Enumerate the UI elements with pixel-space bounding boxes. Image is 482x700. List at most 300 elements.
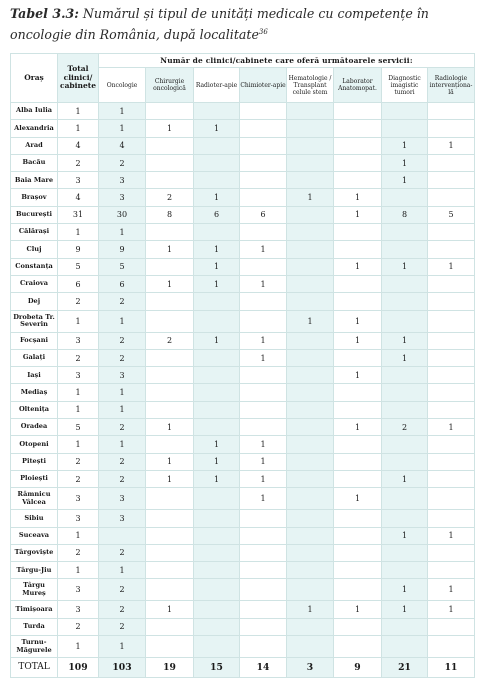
row-value [382, 488, 428, 510]
row-value: 5 [99, 258, 146, 275]
row-total: 2 [58, 544, 99, 561]
header-service: Chimioter-apie [240, 68, 287, 103]
row-value [334, 241, 382, 258]
row-value: 1 [334, 488, 382, 510]
row-total: 4 [58, 189, 99, 206]
row-city: Alba Iulia [11, 103, 58, 120]
row-value [382, 367, 428, 384]
row-value [146, 349, 194, 366]
row-value [428, 636, 475, 658]
row-value [334, 401, 382, 418]
row-total: 1 [58, 224, 99, 241]
row-value [428, 618, 475, 635]
row-value: 1 [240, 488, 287, 510]
row-value [382, 453, 428, 470]
row-value [428, 241, 475, 258]
row-value [334, 527, 382, 544]
row-value [240, 258, 287, 275]
table-row [11, 206, 475, 223]
row-value: 1 [240, 241, 287, 258]
row-city: Târgoviște [11, 544, 58, 561]
row-value: 3 [99, 172, 146, 189]
row-value [334, 579, 382, 601]
row-value: 2 [99, 579, 146, 601]
row-value [287, 367, 334, 384]
row-value: 6 [194, 206, 240, 223]
row-value: 1 [194, 436, 240, 453]
row-value [194, 154, 240, 171]
row-value [428, 120, 475, 137]
row-value: 3 [99, 488, 146, 510]
row-value [240, 310, 287, 332]
row-value: 1 [382, 470, 428, 487]
row-value [428, 332, 475, 349]
total-value: 11 [428, 658, 475, 678]
row-value [240, 137, 287, 154]
table-row [11, 419, 475, 436]
table-row [11, 258, 475, 275]
total-value: 3 [287, 658, 334, 678]
row-value: 2 [99, 601, 146, 618]
row-value [428, 384, 475, 401]
row-value: 1 [146, 419, 194, 436]
row-value [240, 562, 287, 579]
row-value: 1 [240, 275, 287, 292]
row-value: 1 [334, 332, 382, 349]
row-value [428, 349, 475, 366]
row-value [334, 154, 382, 171]
table-row [11, 601, 475, 618]
row-value: 1 [194, 275, 240, 292]
row-value [240, 120, 287, 137]
row-value [334, 349, 382, 366]
row-city: Oltenița [11, 401, 58, 418]
total-value: 15 [194, 658, 240, 678]
total-value: 19 [146, 658, 194, 678]
row-value [428, 544, 475, 561]
table-title [10, 4, 476, 44]
row-value [428, 436, 475, 453]
row-value [194, 384, 240, 401]
row-value [428, 224, 475, 241]
row-value: 1 [194, 241, 240, 258]
total-row [11, 658, 475, 678]
row-value [240, 401, 287, 418]
table-row [11, 293, 475, 310]
row-value: 1 [334, 258, 382, 275]
total-value: 21 [382, 658, 428, 678]
row-city: Călărași [11, 224, 58, 241]
row-value [146, 510, 194, 527]
row-value: 1 [287, 189, 334, 206]
row-value: 1 [99, 562, 146, 579]
row-city: Turnu-Măgurele [11, 636, 58, 658]
row-total: 1 [58, 310, 99, 332]
row-value: 1 [146, 453, 194, 470]
row-value: 1 [194, 258, 240, 275]
row-value [146, 367, 194, 384]
table-body [11, 54, 475, 678]
total-value: 109 [58, 658, 99, 678]
row-value: 1 [99, 120, 146, 137]
table-row [11, 436, 475, 453]
row-total: 2 [58, 453, 99, 470]
row-city: Pitești [11, 453, 58, 470]
row-value: 1 [146, 601, 194, 618]
row-value [428, 275, 475, 292]
row-value: 8 [382, 206, 428, 223]
row-value [194, 510, 240, 527]
row-total: 1 [58, 562, 99, 579]
row-value [194, 579, 240, 601]
row-value [194, 401, 240, 418]
row-value: 1 [240, 349, 287, 366]
row-value: 1 [99, 310, 146, 332]
table-row [11, 510, 475, 527]
row-value [428, 293, 475, 310]
row-value: 1 [382, 332, 428, 349]
row-value [334, 618, 382, 635]
row-value: 2 [146, 332, 194, 349]
row-value [146, 384, 194, 401]
row-city: Ploiești [11, 470, 58, 487]
row-city: Focșani [11, 332, 58, 349]
row-value [287, 206, 334, 223]
table-row [11, 224, 475, 241]
row-value: 1 [146, 275, 194, 292]
row-value [382, 241, 428, 258]
row-value [382, 618, 428, 635]
row-value [240, 544, 287, 561]
row-value [334, 103, 382, 120]
row-value [287, 258, 334, 275]
row-value [382, 310, 428, 332]
row-value [240, 527, 287, 544]
row-value [428, 562, 475, 579]
row-value [194, 103, 240, 120]
row-value: 1 [382, 527, 428, 544]
row-value [382, 436, 428, 453]
row-value [240, 293, 287, 310]
table-row [11, 562, 475, 579]
row-value: 1 [240, 453, 287, 470]
row-city: Alexandria [11, 120, 58, 137]
total-label: TOTAL [11, 658, 58, 678]
row-value [334, 120, 382, 137]
row-value [428, 453, 475, 470]
row-city: Dej [11, 293, 58, 310]
row-value [382, 384, 428, 401]
row-value [287, 419, 334, 436]
row-value: 1 [382, 137, 428, 154]
row-total: 3 [58, 510, 99, 527]
row-value [382, 189, 428, 206]
row-value [287, 453, 334, 470]
row-value [334, 436, 382, 453]
row-value [428, 470, 475, 487]
row-total: 1 [58, 527, 99, 544]
row-value [146, 562, 194, 579]
row-total: 2 [58, 154, 99, 171]
row-value [240, 636, 287, 658]
row-value [428, 401, 475, 418]
header-service: Chirurgie oncologică [146, 68, 194, 103]
row-city: Arad [11, 137, 58, 154]
row-total: 1 [58, 384, 99, 401]
row-value [194, 367, 240, 384]
row-value [428, 172, 475, 189]
table-row [11, 453, 475, 470]
row-value [194, 419, 240, 436]
table-row [11, 189, 475, 206]
row-value: 1 [240, 470, 287, 487]
row-value [334, 470, 382, 487]
row-value [146, 310, 194, 332]
row-city: Otopeni [11, 436, 58, 453]
row-value [287, 103, 334, 120]
row-value [194, 601, 240, 618]
row-value: 3 [99, 189, 146, 206]
table-row [11, 310, 475, 332]
row-value [194, 618, 240, 635]
row-value: 1 [382, 172, 428, 189]
row-value: 1 [287, 310, 334, 332]
row-value [146, 488, 194, 510]
row-value [240, 579, 287, 601]
row-value: 1 [194, 332, 240, 349]
header-service: Radioter-apie [194, 68, 240, 103]
row-value: 1 [99, 103, 146, 120]
table-row [11, 137, 475, 154]
table-row [11, 349, 475, 366]
row-city: Constanța [11, 258, 58, 275]
row-value: 1 [146, 470, 194, 487]
table-row [11, 579, 475, 601]
row-total: 2 [58, 618, 99, 635]
row-value [382, 103, 428, 120]
row-total: 1 [58, 436, 99, 453]
row-value [287, 137, 334, 154]
row-city: Galați [11, 349, 58, 366]
row-total: 3 [58, 488, 99, 510]
row-city: Timișoara [11, 601, 58, 618]
row-city: Drobeta Tr. Severin [11, 310, 58, 332]
row-total: 1 [58, 636, 99, 658]
row-value [287, 436, 334, 453]
row-value: 1 [99, 384, 146, 401]
row-value [287, 562, 334, 579]
row-value: 2 [146, 189, 194, 206]
oncology-units-table [10, 53, 475, 678]
row-value: 1 [194, 189, 240, 206]
row-value: 2 [99, 332, 146, 349]
row-value [334, 453, 382, 470]
row-value [287, 224, 334, 241]
table-row [11, 384, 475, 401]
header-service: Laborator Anatomopat. [334, 68, 382, 103]
row-value [146, 436, 194, 453]
row-city: Oradea [11, 419, 58, 436]
row-value: 1 [428, 579, 475, 601]
row-city: Suceava [11, 527, 58, 544]
row-total: 2 [58, 293, 99, 310]
table-row [11, 154, 475, 171]
row-total: 31 [58, 206, 99, 223]
row-city: Craiova [11, 275, 58, 292]
row-value: 1 [99, 401, 146, 418]
row-value [382, 544, 428, 561]
row-value [334, 562, 382, 579]
row-value: 1 [99, 636, 146, 658]
row-total: 1 [58, 103, 99, 120]
row-value: 1 [240, 332, 287, 349]
row-value: 1 [146, 120, 194, 137]
row-value [146, 544, 194, 561]
row-value: 1 [334, 419, 382, 436]
total-value: 103 [99, 658, 146, 678]
row-value: 1 [382, 579, 428, 601]
table-row [11, 172, 475, 189]
row-total: 2 [58, 470, 99, 487]
row-value: 6 [240, 206, 287, 223]
row-value: 1 [240, 436, 287, 453]
row-value [287, 293, 334, 310]
row-value [382, 401, 428, 418]
row-value [194, 349, 240, 366]
row-value [194, 172, 240, 189]
footnote-marker: 36 [258, 28, 268, 36]
row-value [194, 544, 240, 561]
row-value [240, 224, 287, 241]
row-value [146, 579, 194, 601]
row-total: 3 [58, 601, 99, 618]
row-value [146, 172, 194, 189]
row-city: București [11, 206, 58, 223]
header-service: Hematologie / Transplant celule stem [287, 68, 334, 103]
row-value [146, 293, 194, 310]
row-value: 2 [99, 293, 146, 310]
total-value: 14 [240, 658, 287, 678]
row-value: 1 [334, 206, 382, 223]
row-value [240, 618, 287, 635]
row-total: 3 [58, 172, 99, 189]
row-value: 4 [99, 137, 146, 154]
header-row-group [11, 54, 475, 68]
row-value [428, 310, 475, 332]
row-value: 1 [382, 349, 428, 366]
row-value [382, 562, 428, 579]
row-value [146, 401, 194, 418]
row-city: Brașov [11, 189, 58, 206]
row-total: 9 [58, 241, 99, 258]
row-value: 9 [99, 241, 146, 258]
row-value: 1 [428, 137, 475, 154]
row-value [194, 293, 240, 310]
row-value: 1 [194, 120, 240, 137]
row-value [146, 137, 194, 154]
row-value [287, 527, 334, 544]
row-city: Târgu-Jiu [11, 562, 58, 579]
row-value [287, 172, 334, 189]
row-value [146, 636, 194, 658]
header-service: Oncologie [99, 68, 146, 103]
row-value [287, 510, 334, 527]
row-city: Turda [11, 618, 58, 635]
row-value: 1 [382, 258, 428, 275]
table-row [11, 636, 475, 658]
row-city: Iași [11, 367, 58, 384]
row-value: 1 [428, 258, 475, 275]
row-city: Râmnicu Vâlcea [11, 488, 58, 510]
row-value: 2 [99, 419, 146, 436]
row-value [287, 275, 334, 292]
row-value [146, 154, 194, 171]
row-value [428, 154, 475, 171]
row-value [194, 562, 240, 579]
table-row [11, 103, 475, 120]
row-value [382, 293, 428, 310]
row-value [334, 544, 382, 561]
table-row [11, 120, 475, 137]
row-value: 1 [334, 367, 382, 384]
header-service: Diagnostic imagistic tumori [382, 68, 428, 103]
row-value [240, 367, 287, 384]
row-value: 1 [428, 601, 475, 618]
row-value [382, 275, 428, 292]
row-total: 5 [58, 258, 99, 275]
row-total: 3 [58, 579, 99, 601]
row-value [287, 349, 334, 366]
table-row [11, 401, 475, 418]
row-value [334, 275, 382, 292]
row-value [194, 636, 240, 658]
row-value: 1 [382, 154, 428, 171]
table-row [11, 332, 475, 349]
row-total: 4 [58, 137, 99, 154]
row-value [287, 470, 334, 487]
row-value: 8 [146, 206, 194, 223]
row-value [287, 636, 334, 658]
row-value [382, 120, 428, 137]
row-value [194, 224, 240, 241]
row-value [146, 527, 194, 544]
row-value [194, 488, 240, 510]
row-value: 1 [334, 601, 382, 618]
row-value: 1 [146, 241, 194, 258]
row-value: 1 [428, 527, 475, 544]
row-value [146, 258, 194, 275]
row-value [146, 103, 194, 120]
row-value [382, 510, 428, 527]
row-value [334, 384, 382, 401]
table-label: Tabel 3.3: [10, 6, 79, 21]
row-value: 30 [99, 206, 146, 223]
row-value [240, 172, 287, 189]
row-value: 1 [334, 189, 382, 206]
row-total: 1 [58, 401, 99, 418]
row-value: 1 [334, 310, 382, 332]
row-value: 2 [99, 154, 146, 171]
row-value [240, 189, 287, 206]
row-city: Bacău [11, 154, 58, 171]
row-value [240, 601, 287, 618]
table-row [11, 618, 475, 635]
row-value [240, 103, 287, 120]
row-value [240, 384, 287, 401]
table-row [11, 488, 475, 510]
row-value [240, 419, 287, 436]
row-value: 3 [99, 367, 146, 384]
